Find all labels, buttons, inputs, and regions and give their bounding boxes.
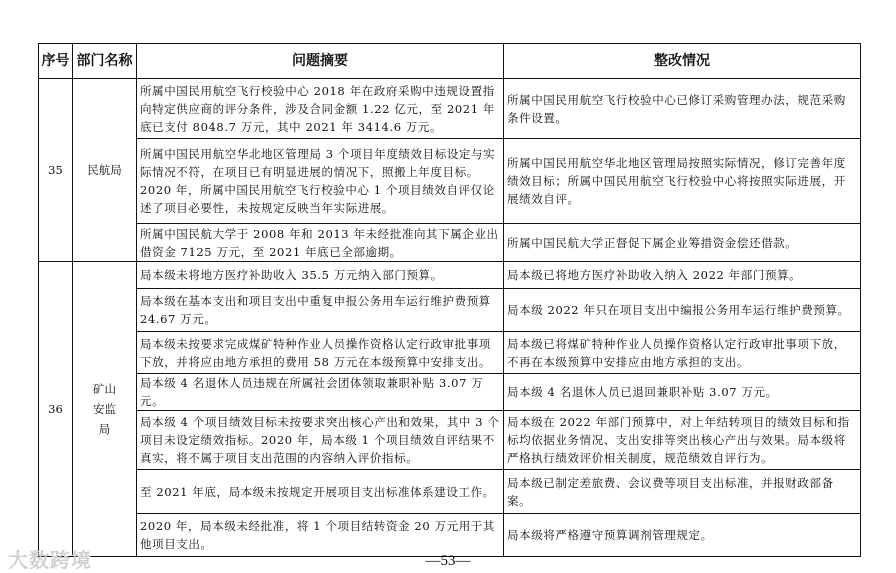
header-no: 序号 (39, 44, 73, 79)
fix-cell: 所属中国民用航空华北地区管理局按照实际情况，修订完善年度绩效目标；所属中国民用航空飞行校验中心将按照实际进展，开展绩效自评。 (504, 139, 861, 224)
table-row (39, 411, 861, 470)
fix-cell: 所属中国民航大学正督促下属企业筹措资金偿还借款。 (504, 224, 861, 262)
issue-cell: 局本级未将地方医疗补助收入 35.5 万元纳入部门预算。 (137, 262, 504, 289)
table-row (39, 332, 861, 374)
fix-cell: 局本级已将地方医疗补助收入纳入 2022 年部门预算。 (504, 262, 861, 289)
rectification-table (38, 43, 861, 557)
page-number: —53— (425, 553, 471, 569)
fix-cell: 局本级已将煤矿特种作业人员操作资格认定行政审批事项下放，不再在本级预算中安排应由地方承担的支出。 (504, 332, 861, 374)
department-name: 民航局 (73, 79, 137, 262)
table-row (39, 139, 861, 224)
fix-cell: 局本级 4 名退休人员已退回兼职补贴 3.07 万元。 (504, 374, 861, 411)
table-row (39, 470, 861, 514)
fix-cell: 局本级在 2022 年部门预算中，对上年结转项目的绩效目标和指标均依据业务情况、支出安排等突出核心产出与效果。局本级将严格执行绩效评价相关制度，规范绩效自评行为。 (504, 411, 861, 470)
fix-cell: 局本级已制定差旅费、会议费等项目支出标准，并报财政部备案。 (504, 470, 861, 514)
issue-cell: 局本级未按要求完成煤矿特种作业人员操作资格认定行政审批事项下放，并将应由地方承担的费用 58 万元在本级预算中安排支出。 (137, 332, 504, 374)
table-row (39, 289, 861, 332)
table-row (39, 514, 861, 557)
table-row (39, 79, 861, 139)
issue-cell: 所属中国民用航空华北地区管理局 3 个项目年度绩效目标设定与实际情况不符，在项目已有明显进展的情况下，照搬上年度目标。2020 年，所属中国民用航空飞行校验中心 1 个项目绩效自评仅论述了项目必要性，未按规定反映当年实际进展。 (137, 139, 504, 224)
row-number: 36 (39, 262, 73, 557)
issue-cell: 局本级 4 名退休人员违规在所属社会团体领取兼职补贴 3.07 万元。 (137, 374, 504, 411)
watermark-logo: 大数跨境 (8, 548, 92, 572)
issue-cell: 局本级在基本支出和项目支出中重复申报公务用车运行维护费预算 24.67 万元。 (137, 289, 504, 332)
header-fix: 整改情况 (504, 44, 861, 79)
fix-cell: 局本级 2022 年只在项目支出中编报公务用车运行维护费预算。 (504, 289, 861, 332)
header-issue: 问题摘要 (137, 44, 504, 79)
row-number: 35 (39, 79, 73, 262)
department-name: 矿山安监局 (73, 262, 137, 557)
table-header-row (39, 44, 861, 79)
table-row (39, 374, 861, 411)
table-row (39, 262, 861, 289)
issue-cell: 所属中国民航大学于 2008 年和 2013 年未经批准向其下属企业出借资金 7125 万元，至 2021 年底已全部逾期。 (137, 224, 504, 262)
header-dept: 部门名称 (73, 44, 137, 79)
fix-cell: 局本级将严格遵守预算调剂管理规定。 (504, 514, 861, 557)
table-row (39, 224, 861, 262)
issue-cell: 至 2021 年底，局本级未按规定开展项目支出标准体系建设工作。 (137, 470, 504, 514)
issue-cell: 局本级 4 个项目绩效目标未按要求突出核心产出和效果，其中 3 个项目未设定绩效指标。2020 年，局本级 1 个项目绩效自评结果不真实，将不属于项目支出范围的内容纳入评价指标。 (137, 411, 504, 470)
issue-cell: 所属中国民用航空飞行校验中心 2018 年在政府采购中违规设置指向特定供应商的评分条件，涉及合同金额 1.22 亿元，至 2021 年底已支付 8048.7 万元，其中 2021 年 3414.6 万元。 (137, 79, 504, 139)
fix-cell: 所属中国民用航空飞行校验中心已修订采购管理办法，规范采购条件设置。 (504, 79, 861, 139)
issue-cell: 2020 年，局本级未经批准，将 1 个项目结转资金 20 万元用于其他项目支出。 (137, 514, 504, 557)
